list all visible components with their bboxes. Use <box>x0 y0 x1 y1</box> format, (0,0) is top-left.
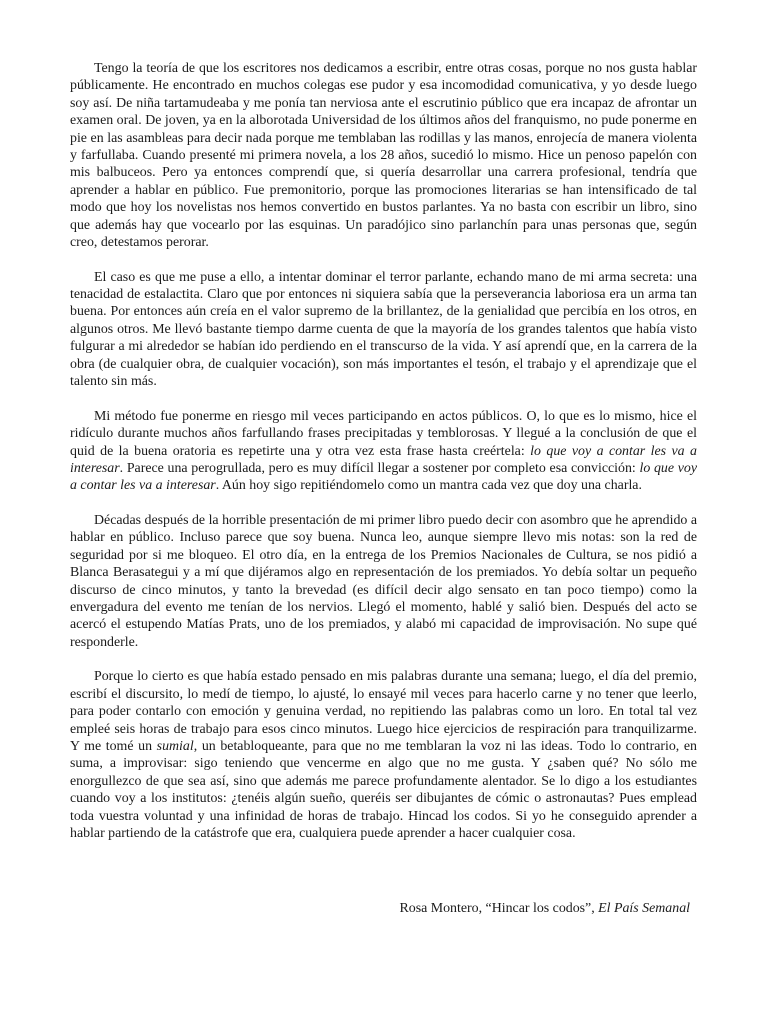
signature-publication: El País Semanal <box>598 901 690 916</box>
paragraph-4 <box>70 512 697 651</box>
paragraph-text: Tengo la teoría de que los escritores nos dedicamos a escribir, entre otras cosas, porque no nos gusta hablar públicamente. He encontrado en muchos colegas ese pudor y esa incomodidad comunicativa, y yo desde luego soy así. De niña tartamudeaba y me ponía tan nerviosa ante el escrutinio público que era incapaz de afrontar un examen oral. De joven, ya en la alborotada Universidad de los últimos años del franquismo, no pude ponerme en pie en las asambleas para decir nada porque me temblaban las rodillas y las manos, enrojecía de manera violenta y farfullaba. Cuando presenté mi primera novela, a los 28 años, sucedió lo mismo. Hice un penoso papelón con mis balbuceos. Pero ya entonces comprendí que, si quería desarrollar una carrera profesional, tendría que aprender a hablar en público. Fue premonitorio, porque las promociones literarias se han intensificado de tal modo que hoy los novelistas nos hemos convertido en bustos parlantes. Ya no basta con escribir un libro, sino que además hay que vocearlo por las esquinas. Un paradójico sino parlanchín para unas personas que, según creo, detestamos perorar. <box>70 61 697 251</box>
paragraph-3 <box>70 408 697 495</box>
paragraph-text: , un betabloqueante, para que no me temblaran la voz ni las ideas. Todo lo contrario, en suma, a improvisar: sigo teniendo que vencerme en algo que no me gusta. Y ¿saben qué? No sólo me enorgullezco de que sea así, sino que además me parece profundamente alentador. Se lo digo a los estudiantes cuando voy a los institutos: ¿tenéis algún sueño, queréis ser dibujantes de cómic o astronautas? Pues emplead toda vuestra voluntad y una infinidad de horas de trabajo. Hincad los codos. Si yo he conseguido aprender a hablar partiendo de la catástrofe que era, cualquiera puede aprender a hacer cualquier cosa. <box>70 738 697 841</box>
signature <box>70 900 690 917</box>
italic-quote: lo que voy a contar les va a interesar <box>70 460 697 494</box>
paragraph-1 <box>70 60 697 251</box>
paragraph-2 <box>70 269 697 391</box>
signature-author: Rosa Montero, “Hincar los codos”, <box>399 901 599 916</box>
paragraph-text: . Parece una perogrullada, pero es muy difícil llegar a sostener por completo esa convicción: <box>119 460 640 476</box>
italic-term: sumial <box>156 738 194 754</box>
paragraph-text: Mi método fue ponerme en riesgo mil veces participando en actos públicos. O, lo que es lo mismo, hice el ridículo durante muchos años farfullando frases precipitadas y temblorosas. Y llegué a la conclusión de que el quid de la buena oratoria es repetirte una y otra vez esta frase hasta creértela: <box>70 408 697 459</box>
paragraph-text: El caso es que me puse a ello, a intentar dominar el terror parlante, echando mano de mi arma secreta: una tenacidad de estalactita. Claro que por entonces ni siquiera sabía que la perseverancia laboriosa era un arma tan buena. Por entonces aún creía en el valor supremo de la brillantez, de la genialidad que percibía en los otros, en algunos otros. Me llevó bastante tiempo darme cuenta de que la mayoría de los grandes talentos que había visto fulgurar a mi alrededor se habían ido perdiendo en el transcurso de la vida. Y así aprendí que, en la carrera de la obra (de cualquier obra, de cualquier vocación), son más importantes el tesón, el trabajo y el aprendizaje que el talento sin más. <box>70 269 697 390</box>
paragraph-text: Décadas después de la horrible presentación de mi primer libro puedo decir con asombro que he aprendido a hablar en público. Incluso parece que soy buena. Nunca leo, aunque siempre llevo mis notas: son la red de seguridad por si me bloqueo. El otro día, en la entrega de los Premios Nacionales de Cultura, se nos pidió a Blanca Berasategui y a mí que dijéramos algo en representación de los premiados. Yo debía soltar un pequeño discurso de cinco minutos, y tanto la brevedad (es difícil decir algo sensato en tan poco tiempo) como la envergadura del evento me tenían de los nervios. Llegó el momento, hablé y salió bien. Después del acto se acercó el estupendo Matías Prats, uno de los premiados, y alabó mi capacidad de improvisación. No supe qué responderle. <box>70 512 697 650</box>
paragraph-text: Porque lo cierto es que había estado pensado en mis palabras durante una semana; luego, el día del premio, escribí el discursito, lo medí de tiempo, lo ajusté, lo ensayé mil veces para hacerlo carne y no tener que leerlo, para poder contarlo con emoción y genuina verdad, no repitiendo las palabras como un loro. En total tal vez empleé seis horas de trabajo para esos cinco minutos. Luego hice ejercicios de respiración para tranquilizarme. Y me tomé un <box>70 669 697 754</box>
paragraph-5 <box>70 668 697 842</box>
paragraph-text: . Aún hoy sigo repitiéndomelo como un mantra cada vez que doy una charla. <box>215 478 642 494</box>
article-body <box>70 60 697 916</box>
italic-quote: lo que voy a contar les va a interesar <box>70 443 697 476</box>
